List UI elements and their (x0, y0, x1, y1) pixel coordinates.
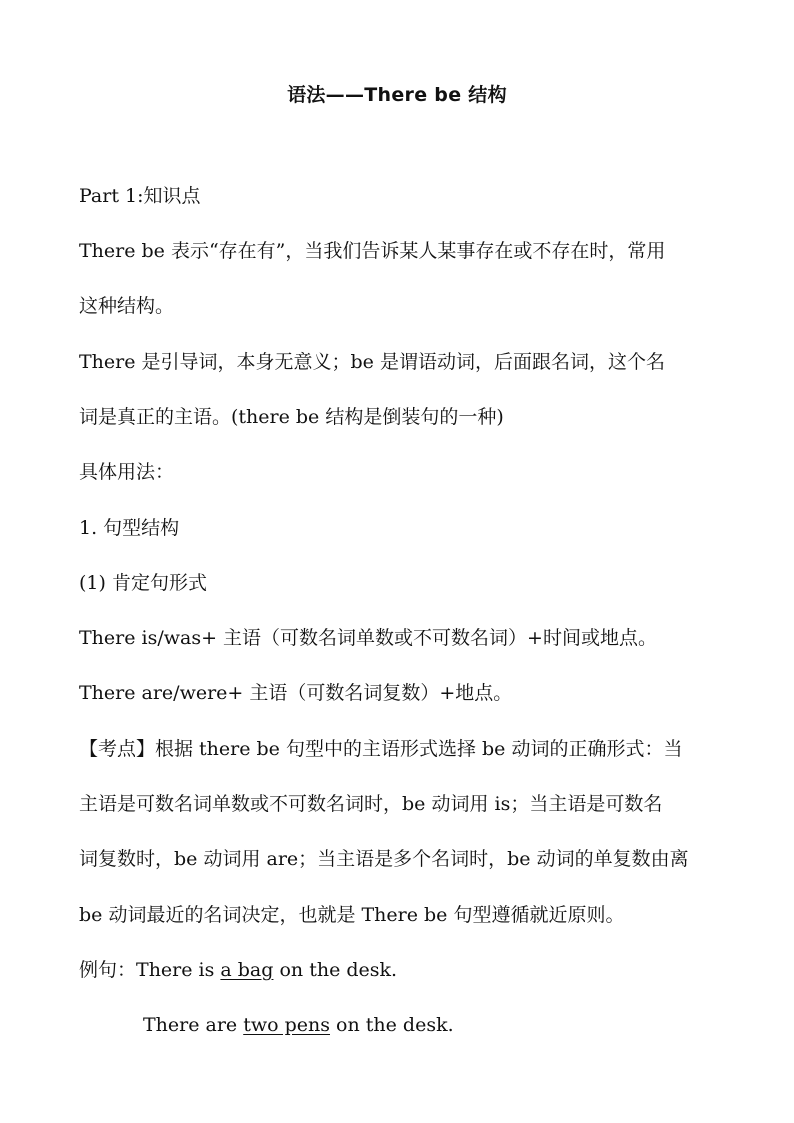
paragraph1-line1: There be 表示“存在有”，当我们告诉某人某事存在或不存在时，常用 (79, 240, 666, 262)
example-2-subject: two pens (243, 1014, 330, 1036)
example-1-subject: a bag (220, 959, 274, 981)
example-2-after: on the desk. (330, 1014, 454, 1036)
document-title: 语法——There be 结构 (287, 84, 507, 106)
note-line1: 【考点】根据 there be 句型中的主语形式选择 be 动词的正确形式：当 (79, 738, 683, 760)
paragraph2-line2: 词是真正的主语。(there be 结构是倒装句的一种) (79, 406, 504, 428)
paragraph1-line2: 这种结构。 (79, 295, 175, 317)
note-line2: 主语是可数名词单数或不可数名词时，be 动词用 is；当主语是可数名 (79, 793, 663, 815)
example-1-after: on the desk. (273, 959, 398, 981)
example-2-before: There are (143, 1014, 244, 1036)
pattern-singular: There is/was+ 主语（可数名词单数或不可数名词）+时间或地点。 (79, 627, 657, 649)
part1-heading: Part 1:知识点 (79, 185, 201, 207)
examples-label: 例句： (79, 959, 137, 981)
section1-title: 1. 句型结构 (79, 517, 180, 539)
example-1-before: There is (136, 959, 221, 981)
usage-label: 具体用法： (79, 461, 175, 483)
example-1 (79, 956, 729, 984)
pattern-plural: There are/were+ 主语（可数名词复数）+地点。 (79, 682, 513, 704)
note-line4: be 动词最近的名词决定，也就是 There be 句型遵循就近原则。 (79, 904, 625, 926)
note-line3: 词复数时，be 动词用 are；当主语是多个名词时，be 动词的单复数由离 (79, 848, 689, 870)
subsection1-title: (1) 肯定句形式 (79, 572, 207, 594)
example-2 (143, 1011, 793, 1039)
paragraph2-line1: There 是引导词，本身无意义；be 是谓语动词，后面跟名词，这个名 (79, 351, 665, 373)
